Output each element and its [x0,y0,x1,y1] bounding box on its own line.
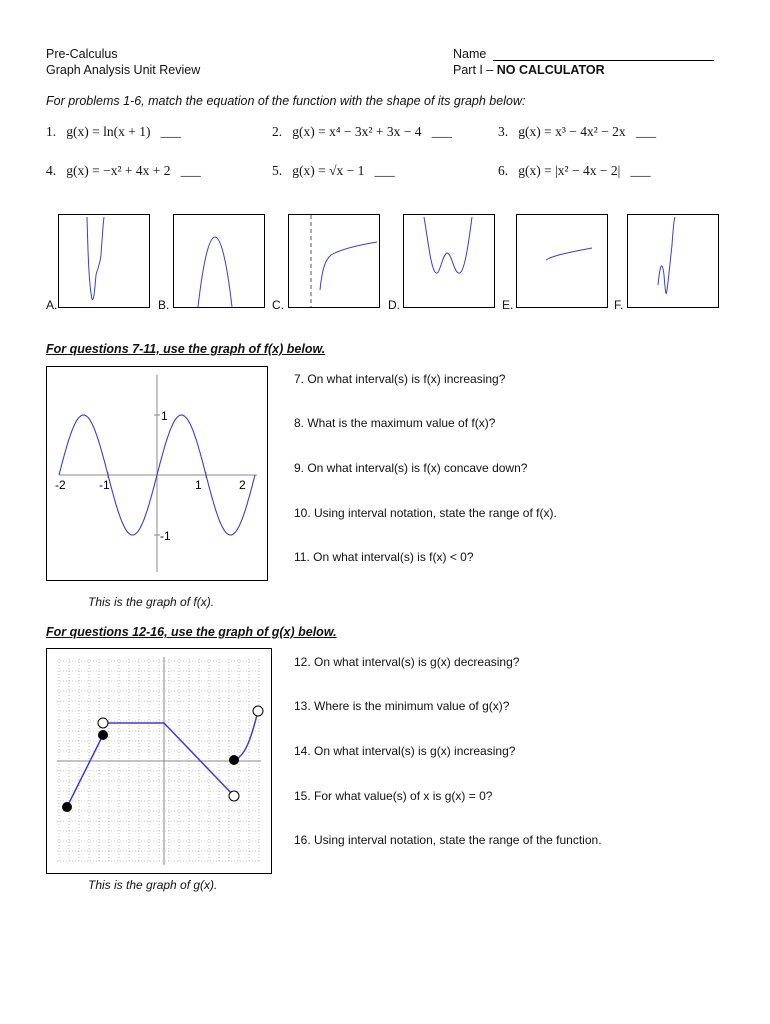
tick-label-x-neg1: -1 [99,478,110,492]
graph-label-d: D. [388,298,400,312]
graph-a-curve [87,217,104,300]
problem-equation: g(x) = x⁴ − 3x² + 3x − 4 [292,124,422,139]
gx-graph [46,648,272,874]
problem-number: 4. [46,163,57,178]
problem-3 [498,124,656,140]
graph-e-curve [546,248,592,260]
problem-1 [46,124,181,140]
part-prefix: Part I – [453,63,497,77]
question-14: 14. On what interval(s) is g(x) increasing? [294,744,516,758]
question-10: 10. Using interval notation, state the range of f(x). [294,506,557,520]
tick-label-x-2: 2 [239,478,246,492]
question-11: 11. On what interval(s) is f(x) < 0? [294,550,474,564]
graph-b-svg [174,215,264,307]
problem-equation: g(x) = ln(x + 1) [66,124,151,139]
question-13: 13. Where is the minimum value of g(x)? [294,699,510,713]
graph-label-f: F. [614,298,624,312]
graph-e-svg [517,215,607,307]
course-title: Pre-Calculus [46,47,118,61]
graph-a-svg [59,215,149,307]
graph-d-curve [424,217,472,273]
answer-blank[interactable]: ___ [160,124,181,139]
closed-point [229,755,239,765]
answer-blank[interactable]: ___ [431,124,452,139]
graph-b [173,214,265,308]
problem-number: 6. [498,163,509,178]
unit-title: Graph Analysis Unit Review [46,63,201,77]
problem-6 [498,163,651,179]
part-label [453,63,605,77]
problem-equation: g(x) = x³ − 4x² − 2x [518,124,626,139]
tick-label-x-1: 1 [195,478,202,492]
graph-f-curve [658,217,675,294]
graph-label-a: A. [46,298,58,312]
gx-segment-2 [103,723,234,796]
closed-point [62,802,72,812]
problem-4 [46,163,201,179]
section3-heading: For questions 12-16, use the graph of g(x) below. [46,625,337,639]
gx-graph-svg [47,649,271,873]
fx-caption: This is the graph of f(x). [88,595,215,609]
open-point [98,718,108,728]
answer-blank[interactable]: ___ [374,163,395,178]
graph-label-c: C. [272,298,284,312]
graph-c-svg [289,215,379,307]
graph-c [288,214,380,308]
problem-equation: g(x) = √x − 1 [292,163,365,178]
graph-e [516,214,608,308]
tick-label-y-1: 1 [161,409,168,423]
problem-2 [272,124,452,140]
problem-number: 3. [498,124,509,139]
problem-equation: g(x) = |x² − 4x − 2| [518,163,621,178]
gx-caption: This is the graph of g(x). [88,878,218,892]
question-8: 8. What is the maximum value of f(x)? [294,416,496,430]
graph-b-curve [198,237,232,307]
graph-label-e: E. [502,298,514,312]
problem-number: 5. [272,163,283,178]
graph-label-b: B. [158,298,170,312]
question-7: 7. On what interval(s) is f(x) increasing? [294,372,506,386]
name-line[interactable] [493,60,714,61]
problem-number: 2. [272,124,283,139]
problem-5 [272,163,395,179]
tick-label-y-neg1: -1 [160,529,171,543]
section2-heading: For questions 7-11, use the graph of f(x) below. [46,342,326,356]
part-bold: NO CALCULATOR [496,63,605,77]
question-15: 15. For what value(s) of x is g(x) = 0? [294,789,493,803]
fx-graph-svg [47,367,267,580]
question-12: 12. On what interval(s) is g(x) decreasing? [294,655,520,669]
question-16: 16. Using interval notation, state the range of the function. [294,833,602,847]
open-point [253,706,263,716]
answer-blank[interactable]: ___ [635,124,657,139]
graph-f-svg [628,215,718,307]
graph-d-svg [404,215,494,307]
closed-point [98,730,108,740]
fx-graph [46,366,268,581]
open-point [229,791,239,801]
graph-c-curve [320,242,377,290]
tick-label-x-neg2: -2 [55,478,66,492]
graph-d [403,214,495,308]
problem-number: 1. [46,124,57,139]
answer-blank[interactable]: ___ [630,163,651,178]
question-9: 9. On what interval(s) is f(x) concave down? [294,461,528,475]
problem-equation: g(x) = −x² + 4x + 2 [66,163,171,178]
graph-a [58,214,150,308]
name-label: Name [453,47,487,61]
graph-f [627,214,719,308]
instructions: For problems 1-6, match the equation of the function with the shape of its graph below: [46,94,526,108]
gx-segment-3 [234,711,258,760]
answer-blank[interactable]: ___ [180,163,201,178]
